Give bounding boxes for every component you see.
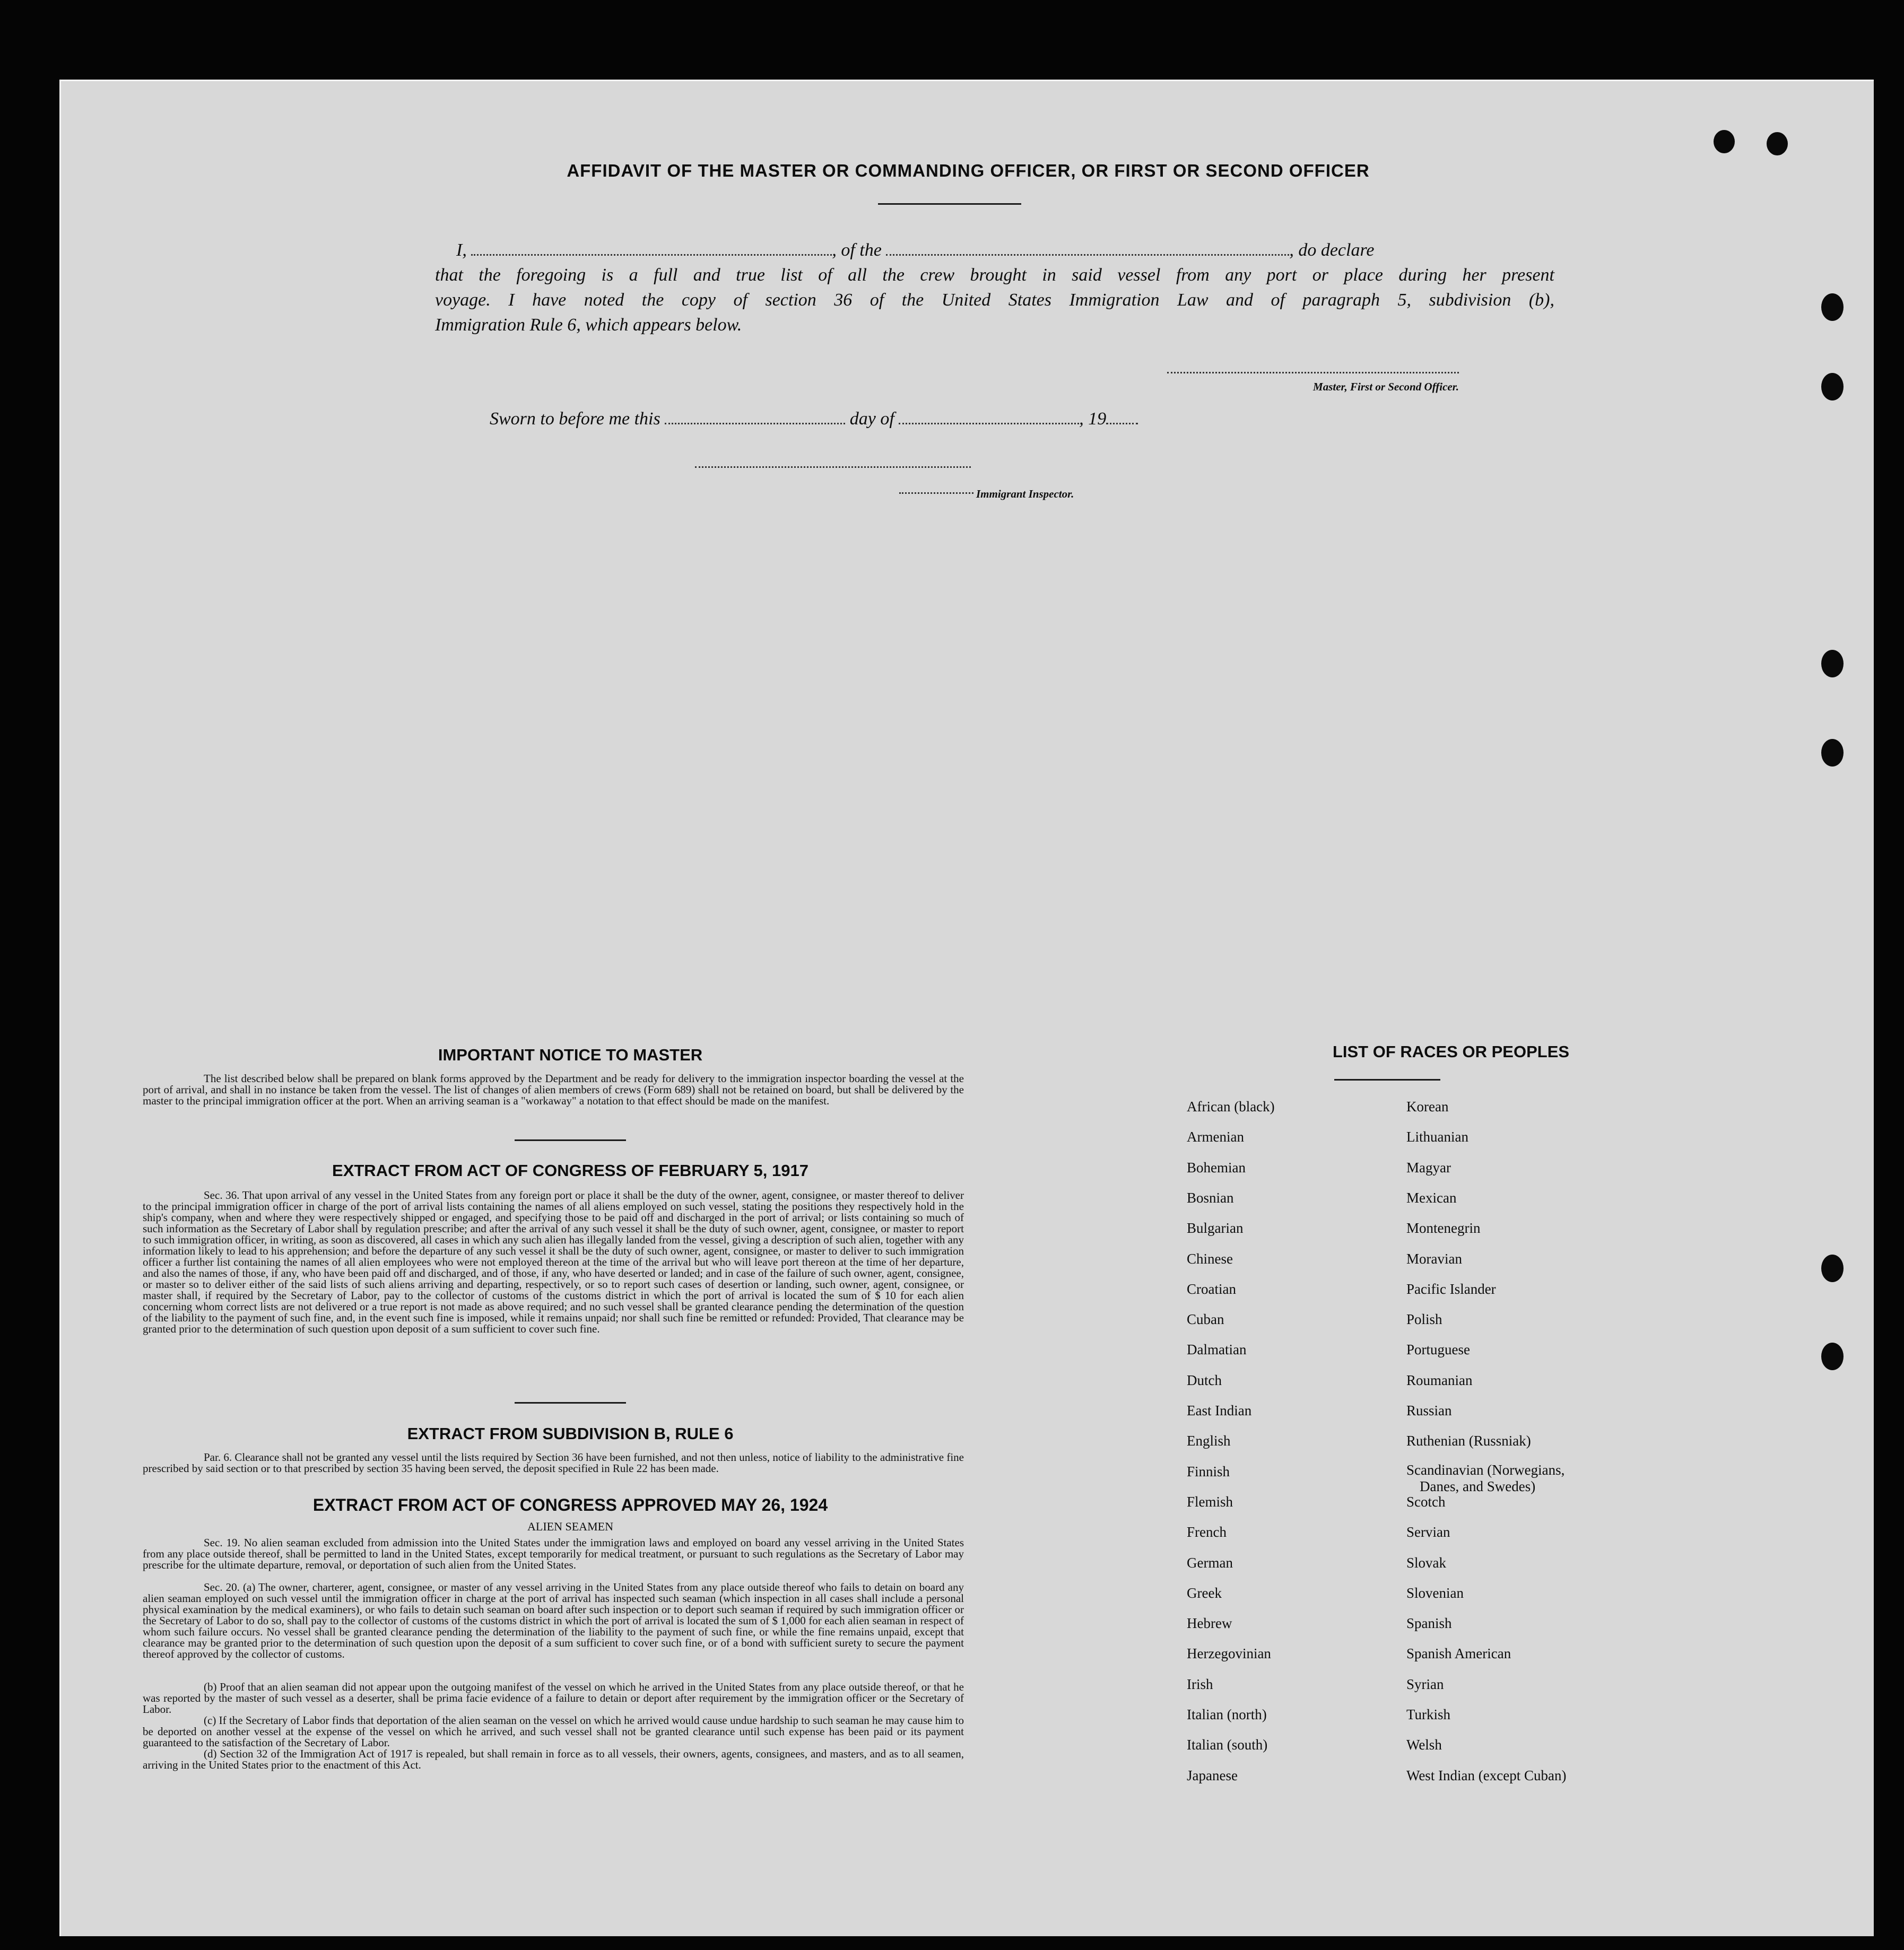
race-item: German [1187,1555,1233,1571]
race-item: Italian (north) [1187,1707,1267,1722]
race-item: Roumanian [1406,1372,1473,1388]
race-item: Irish [1187,1676,1213,1692]
document-page [59,80,1874,1936]
sworn-year-label: , 19 [1079,409,1107,429]
sworn-line [490,409,1138,429]
race-item: Greek [1187,1585,1222,1601]
race-item: Bosnian [1187,1190,1234,1206]
extract-1924-subtitle: ALIEN SEAMEN [527,1520,613,1533]
race-item: Bohemian [1187,1160,1246,1176]
race-item: Dalmatian [1187,1342,1247,1357]
race-item: Moravian [1406,1251,1462,1267]
punch-hole [1821,1255,1844,1282]
inspector-signature-field[interactable] [695,466,971,468]
race-item: Chinese [1187,1251,1233,1267]
race-item: French [1187,1524,1227,1540]
punch-hole [1821,293,1844,321]
race-item: Armenian [1187,1129,1244,1145]
race-item: Pacific Islander [1406,1281,1496,1297]
inspector-prefix-field[interactable] [899,492,973,494]
sec20b-text: (b) Proof that an alien seaman did not appear upon the outgoing manifest of the vessel on which he arrived in the United States from any place outside thereof, or that he was reported by the master of such vessel as a deserter, shall be prima facie evidence of a failure to detain or deport after requirement by the immigration officer or the Secretary of Labor. [143,1681,964,1716]
punch-hole [1821,650,1844,677]
race-item: Portuguese [1406,1342,1470,1357]
extract-1917-title: EXTRACT FROM ACT OF CONGRESS OF FEBRUARY 5, 1917 [332,1161,808,1180]
sworn-day-label: day of [849,409,894,429]
sec19-text: Sec. 19. No alien seaman excluded from admission into the United States under the immigration laws and employed on board any vessel arriving in the United States from any place outside thereof, shall be permitted to land in the United States, except temporarily for medical treatment, or pursuant to such regulations as the Secretary of Labor may prescribe for the ultimate departure, removal, or deportation of such alien from the United States. [143,1536,964,1571]
race-item: Dutch [1187,1372,1222,1388]
divider [515,1402,626,1404]
race-item: Welsh [1406,1737,1442,1753]
race-item: English [1187,1433,1231,1449]
race-item: Slovenian [1406,1585,1464,1601]
sworn-prefix: Sworn to before me this [490,409,660,429]
race-item: Montenegrin [1406,1220,1481,1236]
race-item: Hebrew [1187,1615,1232,1631]
race-item: Italian (south) [1187,1737,1268,1753]
race-item: Croatian [1187,1281,1236,1297]
race-item: Finnish [1187,1464,1230,1479]
affidavit-body-line: Immigration Rule 6, which appears below. [435,315,742,335]
race-item: Herzegovinian [1187,1646,1271,1661]
race-item: Bulgarian [1187,1220,1244,1236]
race-item: East Indian [1187,1403,1252,1418]
race-item: West Indian (except Cuban) [1406,1768,1567,1783]
sec20c-text: (c) If the Secretary of Labor finds that deportation of the alien seaman on the vessel on which he arrived would cause undue hardship to such seaman he may cause him to be deported on another vessel at the expense of the vessel on which he arrived, and such vessel shall not be granted clearance until such expense has been paid or its payment guaranteed to the satisfaction of the Secretary of Labor. [143,1714,964,1749]
affidavit-title: AFFIDAVIT OF THE MASTER OR COMMANDING OFFICER, OR FIRST OR SECOND OFFICER [567,161,1370,180]
race-item: Slovak [1406,1555,1447,1571]
affidavit-body-line: that the foregoing is a full and true list of all the crew brought in said vessel from any port or place during her present [435,265,1554,285]
punch-hole [1821,739,1844,767]
race-item: Ruthenian (Russniak) [1406,1433,1531,1449]
affidavit-body-line: voyage. I have noted the copy of section 36 of the United States Immigration Law and of paragraph 5, subdivision (b), [435,290,1554,310]
inspector-label: Immigrant Inspector. [976,487,1074,500]
race-item: Polish [1406,1311,1442,1327]
affidavit-i-label: I, [456,240,467,260]
notice-title: IMPORTANT NOTICE TO MASTER [438,1046,703,1064]
race-item: Turkish [1406,1707,1451,1722]
race-item: Japanese [1187,1768,1238,1783]
vessel-field[interactable] [886,254,1289,256]
affidavit-declare-label: , do declare [1289,240,1375,260]
master-signature-label: Master, First or Second Officer. [1313,380,1459,393]
sec20a-text: Sec. 20. (a) The owner, charterer, agent, consignee, or master of any vessel arriving in the United States from any place outside thereof who fails to detain on board any alien seaman employed on such vessel until the immigration officer in charge at the port of arrival has inspected such seaman (which inspection in all cases shall include a personal physical examination by the medical examiners), or who fails to detain such seaman on board after such inspection or to deport such seaman if required by such immigration officer or the Secretary of Labor to do so, shall pay to the collector of customs of the customs district in which the port of arrival is located the sum of $ 1,000 for each alien seaman in respect of whom such failure occurs. No vessel shall be granted clearance pending the determination of the liability to the payment of such fine, or while the fine remains unpaid, except that clearance may be granted prior to the determination of such question upon the deposit of a sum sufficient to cover such fine, or of a bond with sufficient surety to secure the payment thereof approved by the collector of customs. [143,1581,964,1660]
extract-1917-text: Sec. 36. That upon arrival of any vessel in the United States from any foreign port or place it shall be the duty of the owner, agent, consignee, or master thereof to deliver to the principal immigration officer in charge of the port of arrival lists containing the names of all aliens employed on such vessel, stating the positions they respectively hold in the ship's company, when and where they were respectively shipped or engaged, and specifying those to be paid off and discharged in the port of arrival; or lists containing so much of such information as the Secretary of Labor shall by regulation prescribe; and after the arrival of any such vessel it shall be the duty of such owner, agent, consignee, or master to report to such immigration officer, in writing, as soon as discovered, all cases in which any such alien has illegally landed from the vessel, giving a description of such alien, together with any information likely to lead to his apprehension; and before the departure of any such vessel it shall be the duty of such owner, agent, consignee, or master to deliver to such immigration officer a further list containing the names of all alien employees who were not employed thereon at the time of the arrival but who will leave port thereon at the time of her departure, and also the names of those, if any, who have been paid off and discharged, and of those, if any, who have deserted or landed; and in case of the failure of such owner, agent, consignee, or master so to deliver either of the said lists of such aliens arriving and departing, respectively, or so to report such cases of desertion or landing, such owner, agent, consignee, or master shall, if required by the Secretary of Labor, pay to the collector of customs of the customs district in which the port of arrival is located the sum of $ 10 for each alien concerning whom correct lists are not delivered or a true report is not made as above required; and no such vessel shall be granted clearance pending the determination of the question of the liability to the payment of such fine, and, in the event such fine is imposed, while it remains unpaid; nor shall such fine be remitted or refunded: Provided, That clearance may be granted prior to the determination of such question upon deposit of a sum sufficient to cover such fine. [143,1189,964,1335]
sworn-date-field[interactable] [665,423,845,424]
race-item: Cuban [1187,1311,1224,1327]
races-title: LIST OF RACES OR PEOPLES [1332,1042,1570,1061]
race-item: Servian [1406,1524,1450,1540]
divider [515,1139,626,1141]
name-field[interactable] [471,254,832,256]
affidavit-line-1 [456,240,1554,260]
extract-1924-title: EXTRACT FROM ACT OF CONGRESS APPROVED MAY 26, 1924 [312,1495,828,1514]
race-item: Scotch [1406,1494,1446,1510]
race-item: Spanish American [1406,1646,1511,1661]
race-item: African (black) [1187,1099,1275,1115]
race-item: Korean [1406,1099,1449,1115]
divider [1334,1079,1440,1081]
race-item: Flemish [1187,1494,1233,1510]
extract-rule6-text: Par. 6. Clearance shall not be granted any vessel until the lists required by Section 36 have been furnished, and not then unless, notice of liability to the administrative fine prescribed by said section or to that prescribed by section 35 having been served, the deposit specified in Rule 22 has been made. [143,1451,964,1475]
race-item: Russian [1406,1403,1452,1418]
race-item: Syrian [1406,1676,1444,1692]
punch-hole [1714,130,1735,153]
notice-text: The list described below shall be prepared on blank forms approved by the Department and be ready for delivery to the immigration inspector boarding the vessel at the port of arrival, and shall in no instance be taken from the vessel. The list of changes of alien members of crews (Form 689) shall not be retained on board, but shall be delivered by the master to the principal immigration officer at the port. When an arriving seaman is a "workaway" a notation to that effect should be made on the manifest. [143,1072,964,1107]
race-item: Lithuanian [1406,1129,1468,1145]
sworn-month-field[interactable] [899,423,1079,424]
punch-hole [1821,1343,1844,1370]
race-item: Mexican [1406,1190,1457,1206]
race-item: Scandinavian (Norwegians, [1406,1462,1565,1478]
extract-rule6-title: EXTRACT FROM SUBDIVISION B, RULE 6 [407,1424,734,1443]
race-item: Danes, and Swedes) [1420,1478,1536,1494]
punch-hole [1767,132,1788,155]
master-signature-field[interactable] [1167,372,1459,373]
sec20d-text: (d) Section 32 of the Immigration Act of 1917 is repealed, but shall remain in force as to all vessels, their owners, agents, consignees, and masters, and as to all seamen, arriving in the United States prior to the enactment of this Act. [143,1747,964,1771]
divider [878,203,1021,205]
affidavit-of-label: , of the [832,240,882,260]
race-item: Spanish [1406,1615,1452,1631]
sworn-year-field[interactable] [1106,423,1138,424]
race-item: Magyar [1406,1160,1451,1176]
punch-hole [1821,373,1844,401]
